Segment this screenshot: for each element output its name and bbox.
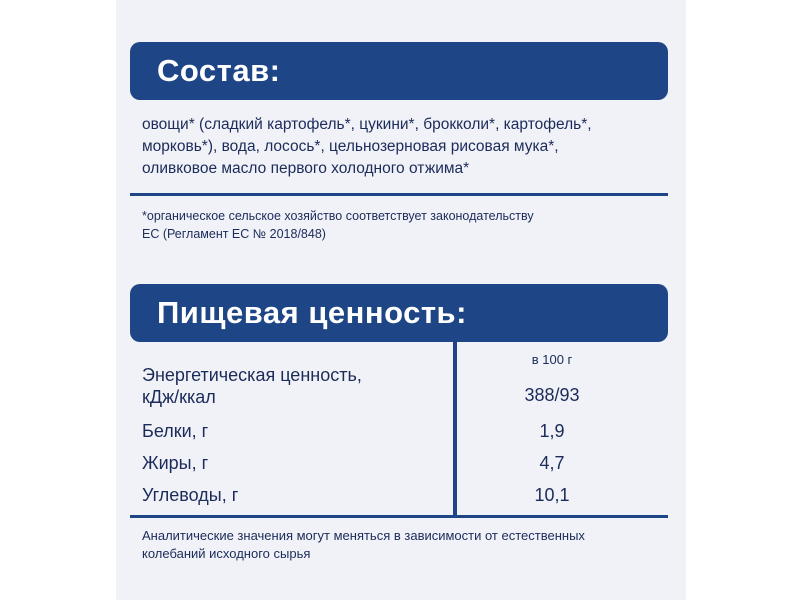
energy-label-line: Энергетическая ценность, — [142, 365, 362, 385]
energy-value: 388/93 — [524, 385, 580, 405]
footnote-line: ЕС (Регламент ЕС № 2018/848) — [142, 227, 326, 241]
divider-line — [130, 515, 668, 518]
analytic-disclaimer — [142, 527, 662, 563]
ingredients-line: оливковое масло первого холодного отжима* — [142, 160, 470, 177]
ingredients-line: морковь*), вода, лосось*, цельнозерновая рисовая мука*, — [142, 138, 559, 155]
ingredients-line: овощи* (сладкий картофель*, цукини*, брокколи*, картофель*, — [142, 116, 592, 133]
fat-label: Жиры, г — [142, 453, 209, 473]
fat-value: 4,7 — [539, 453, 565, 473]
organic-footnote — [142, 207, 662, 243]
protein-value: 1,9 — [539, 421, 565, 441]
protein-label: Белки, г — [142, 421, 209, 441]
footnote-line: *органическое сельское хозяйство соответствует законодательству — [142, 209, 534, 223]
disclaimer-line: колебаний исходного сырья — [142, 546, 311, 561]
nutrition-title: Пищевая ценность: — [157, 295, 467, 330]
carbs-label: Углеводы, г — [142, 485, 239, 505]
composition-title: Состав: — [157, 53, 281, 88]
energy-label-line: кДж/ккал — [142, 387, 216, 407]
divider-line — [130, 193, 668, 196]
carbs-value: 10,1 — [534, 485, 570, 505]
per-100g-label: в 100 г — [531, 352, 573, 367]
disclaimer-line: Аналитические значения могут меняться в зависимости от естественных — [142, 528, 585, 543]
ingredients-list — [142, 114, 662, 180]
energy-label — [142, 364, 442, 408]
composition-header — [130, 42, 668, 100]
nutrition-header — [130, 284, 668, 342]
